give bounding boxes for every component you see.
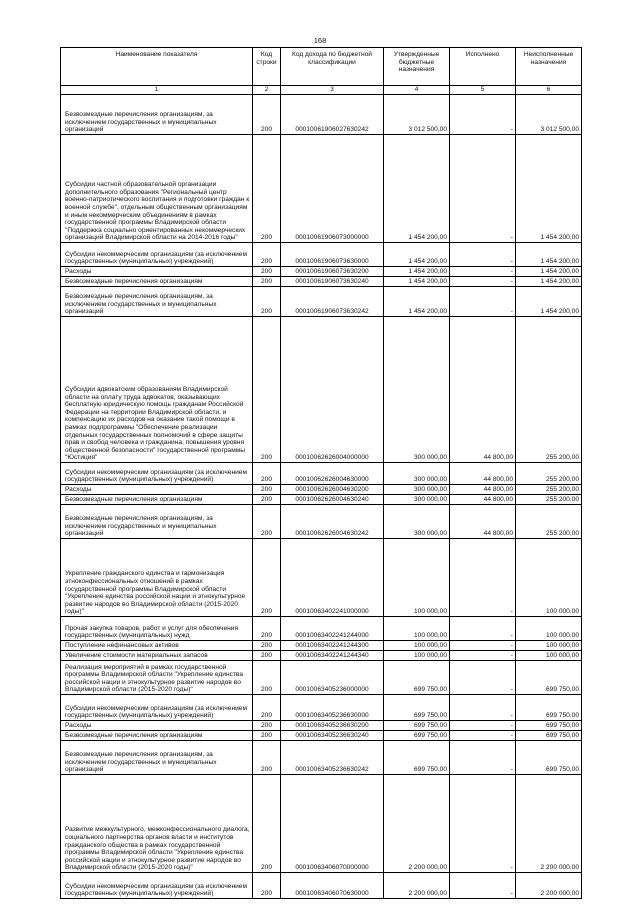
row-approved: 300 000,00	[384, 485, 450, 495]
table-row	[61, 485, 582, 495]
table-row	[61, 641, 582, 651]
row-income-code: 00010063402241244300	[281, 641, 384, 651]
row-line-code: 200	[253, 495, 281, 505]
row-line-code: 200	[253, 485, 281, 495]
table-row	[61, 277, 582, 287]
row-line-code: 200	[253, 775, 281, 873]
row-unexecuted: 255 200,00	[516, 463, 582, 485]
row-income-code: 00010061906073630240	[281, 277, 384, 287]
row-name: Расходы	[61, 485, 253, 495]
row-name: Безвозмездные перечисления организациям	[61, 731, 253, 741]
row-unexecuted: 100 000,00	[516, 617, 582, 641]
row-line-code: 200	[253, 617, 281, 641]
row-executed: -	[450, 775, 516, 873]
header-numbers-row	[61, 86, 582, 95]
row-unexecuted: 2 200 000,00	[516, 775, 582, 873]
page-number: 168	[313, 36, 327, 45]
row-income-code: 00010062626004000000	[281, 317, 384, 463]
row-income-code: 00010063405236630000	[281, 695, 384, 721]
row-approved: 699 750,00	[384, 731, 450, 741]
row-executed: -	[450, 641, 516, 651]
row-approved: 1 454 200,00	[384, 277, 450, 287]
row-name: Развитие межкультурного, межконфессионального диалога, социального партнерства органов власти и институтов гражданского общества в рамках государственной программы Владимирской области "Укрепление единства российской нации и этнокультурное развитие народов во Владимирской области (2015-2020 годы)"	[61, 775, 253, 873]
row-executed: -	[450, 651, 516, 661]
budget-table	[60, 47, 582, 899]
row-unexecuted: 1 454 200,00	[516, 277, 582, 287]
row-executed: -	[450, 873, 516, 899]
table-row	[61, 495, 582, 505]
row-executed: -	[450, 661, 516, 695]
row-approved: 2 200 000,00	[384, 873, 450, 899]
row-line-code: 200	[253, 721, 281, 731]
row-income-code: 00010063406070000000	[281, 775, 384, 873]
row-name: Расходы	[61, 267, 253, 277]
row-executed: -	[450, 617, 516, 641]
row-name: Субсидии адвокатским образованиям Владимирской области на оплату труда адвокатов, оказывающих бесплатную юридическую помощь гражданам Российской Федерации на территории Владимирской области, и компенсацию их расходов на оказание такой помощи в рамках подпрограммы "Обеспечение реализации отдельных государственных полномочий в сфере защиты прав и свобод человека и гражданина, повышения уровня общественной безопасности" государственной программы "Юстиция"	[61, 317, 253, 463]
row-unexecuted: 3 012 500,00	[516, 95, 582, 135]
table-row	[61, 617, 582, 641]
row-line-code: 200	[253, 741, 281, 775]
header-number: 4	[384, 86, 450, 95]
row-executed: -	[450, 287, 516, 317]
row-line-code: 200	[253, 505, 281, 539]
row-approved: 100 000,00	[384, 641, 450, 651]
row-name: Субсидии некоммерческим организациям (за исключением государственных (муниципальных) учреждений)	[61, 873, 253, 899]
row-executed: 44 800,00	[450, 317, 516, 463]
row-income-code: 00010063406070630000	[281, 873, 384, 899]
row-line-code: 200	[253, 267, 281, 277]
row-name: Увеличение стоимости материальных запасов	[61, 651, 253, 661]
table-row	[61, 95, 582, 135]
table-row	[61, 775, 582, 873]
row-executed: -	[450, 539, 516, 617]
row-approved: 3 012 500,00	[384, 95, 450, 135]
row-executed: -	[450, 277, 516, 287]
table-row	[61, 731, 582, 741]
row-approved: 1 454 200,00	[384, 243, 450, 267]
row-line-code: 200	[253, 539, 281, 617]
row-unexecuted: 100 000,00	[516, 641, 582, 651]
row-income-code: 00010062626004630200	[281, 485, 384, 495]
row-unexecuted: 699 750,00	[516, 721, 582, 731]
row-income-code: 00010063405236630240	[281, 731, 384, 741]
row-income-code: 00010063402241244000	[281, 617, 384, 641]
row-executed: -	[450, 721, 516, 731]
table-row	[61, 267, 582, 277]
row-approved: 2 200 000,00	[384, 775, 450, 873]
header-unexecuted: Неисполненные назначения	[516, 48, 582, 86]
row-name: Расходы	[61, 721, 253, 731]
header-income-code: Код дохода по бюджетной классификации	[281, 48, 384, 86]
row-unexecuted: 255 200,00	[516, 495, 582, 505]
row-approved: 300 000,00	[384, 505, 450, 539]
row-approved: 100 000,00	[384, 539, 450, 617]
row-name: Субсидии некоммерческим организациям (за исключением государственных (муниципальных) учреждений)	[61, 243, 253, 267]
row-line-code: 200	[253, 661, 281, 695]
header-executed: Исполнено	[450, 48, 516, 86]
row-executed: -	[450, 267, 516, 277]
row-income-code: 00010062626004630000	[281, 463, 384, 485]
row-unexecuted: 255 200,00	[516, 317, 582, 463]
row-approved: 300 000,00	[384, 463, 450, 485]
row-name: Укрепление гражданского единства и гармонизация этноконфессиональных отношений в рамках государственной программы Владимирской области "Укрепление единства российской нации и этнокультурное развитие народов во Владимирской области (2015-2020 годы)"	[61, 539, 253, 617]
row-name: Поступление нефинансовых активов	[61, 641, 253, 651]
row-unexecuted: 699 750,00	[516, 731, 582, 741]
row-line-code: 200	[253, 317, 281, 463]
table-row	[61, 505, 582, 539]
row-income-code: 00010061906073630200	[281, 267, 384, 277]
row-name: Субсидии частной образовательной организации дополнительного образования "Региональный центр военно-патриотического воспитания и подготовки граждан к военной службе", отдельным общественным организациям и иным некоммерческим объединениям в рамках государственной программы Владимирской области "Поддержка социально ориентированных некоммерческих организаций Владимирской области на 2014-2016 годы"	[61, 135, 253, 243]
row-approved: 1 454 200,00	[384, 267, 450, 277]
row-line-code: 200	[253, 463, 281, 485]
row-executed: 44 800,00	[450, 485, 516, 495]
row-unexecuted: 699 750,00	[516, 741, 582, 775]
row-line-code: 200	[253, 873, 281, 899]
row-unexecuted: 255 200,00	[516, 505, 582, 539]
row-approved: 100 000,00	[384, 651, 450, 661]
row-executed: 44 800,00	[450, 505, 516, 539]
header-approved: Утвержденные бюджетные назначения	[384, 48, 450, 86]
row-name: Безвозмездные перечисления организациям	[61, 277, 253, 287]
row-approved: 699 750,00	[384, 721, 450, 731]
row-executed: 44 800,00	[450, 463, 516, 485]
row-name: Субсидии некоммерческим организациям (за исключением государственных (муниципальных) учреждений)	[61, 463, 253, 485]
row-unexecuted: 1 454 200,00	[516, 287, 582, 317]
row-income-code: 00010061906027630242	[281, 95, 384, 135]
row-income-code: 00010063402241244340	[281, 651, 384, 661]
row-income-code: 00010062626004630242	[281, 505, 384, 539]
row-unexecuted: 2 200 000,00	[516, 873, 582, 899]
header-number: 2	[253, 86, 281, 95]
row-approved: 699 750,00	[384, 695, 450, 721]
row-income-code: 00010061906073000000	[281, 135, 384, 243]
row-approved: 100 000,00	[384, 617, 450, 641]
row-income-code: 00010062626004630240	[281, 495, 384, 505]
row-name: Безвозмездные перечисления организациям	[61, 495, 253, 505]
row-unexecuted: 1 454 200,00	[516, 243, 582, 267]
row-executed: -	[450, 731, 516, 741]
row-income-code: 00010063405236630200	[281, 721, 384, 731]
table-row	[61, 135, 582, 243]
row-name: Субсидии некоммерческим организациям (за исключением государственных (муниципальных) учреждений)	[61, 695, 253, 721]
table-row	[61, 721, 582, 731]
row-unexecuted: 100 000,00	[516, 651, 582, 661]
row-name: Безвозмездные перечисления организациям, за исключением государственных и муниципальных организаций	[61, 95, 253, 135]
header-line-code: Код строки	[253, 48, 281, 86]
row-line-code: 200	[253, 731, 281, 741]
row-line-code: 200	[253, 95, 281, 135]
row-executed: 44 800,00	[450, 495, 516, 505]
row-line-code: 200	[253, 695, 281, 721]
row-line-code: 200	[253, 641, 281, 651]
row-unexecuted: 1 454 200,00	[516, 135, 582, 243]
row-name: Прочая закупка товаров, работ и услуг для обеспечения государственных (муниципальных) нужд	[61, 617, 253, 641]
row-unexecuted: 699 750,00	[516, 695, 582, 721]
row-income-code: 00010063405236000000	[281, 661, 384, 695]
row-name: Безвозмездные перечисления организациям, за исключением государственных и муниципальных организаций	[61, 741, 253, 775]
row-executed: -	[450, 95, 516, 135]
row-line-code: 200	[253, 287, 281, 317]
row-unexecuted: 100 000,00	[516, 539, 582, 617]
row-line-code: 200	[253, 277, 281, 287]
header-number: 6	[516, 86, 582, 95]
table-row	[61, 873, 582, 899]
row-income-code: 00010061906073630242	[281, 287, 384, 317]
row-executed: -	[450, 243, 516, 267]
header-name: Наименование показателя	[61, 48, 253, 86]
row-executed: -	[450, 135, 516, 243]
row-approved: 1 454 200,00	[384, 135, 450, 243]
table-row	[61, 287, 582, 317]
row-line-code: 200	[253, 243, 281, 267]
table-row	[61, 539, 582, 617]
row-name: Реализация мероприятий в рамках государственной программы Владимирской области "Укрепление единства российской нации и этнокультурное развитие народов во Владимирской области (2015-2020 годы)"	[61, 661, 253, 695]
row-unexecuted: 699 750,00	[516, 661, 582, 695]
table-row	[61, 695, 582, 721]
header-number: 3	[281, 86, 384, 95]
header-number: 1	[61, 86, 253, 95]
row-line-code: 200	[253, 135, 281, 243]
header-number: 5	[450, 86, 516, 95]
table-row	[61, 651, 582, 661]
row-approved: 699 750,00	[384, 741, 450, 775]
row-line-code: 200	[253, 651, 281, 661]
row-executed: -	[450, 695, 516, 721]
row-approved: 300 000,00	[384, 317, 450, 463]
row-name: Безвозмездные перечисления организациям, за исключением государственных и муниципальных организаций	[61, 287, 253, 317]
table-body	[61, 95, 582, 899]
table-row	[61, 661, 582, 695]
row-income-code: 00010063405236630242	[281, 741, 384, 775]
row-approved: 300 000,00	[384, 495, 450, 505]
table-row	[61, 243, 582, 267]
table-row	[61, 741, 582, 775]
header-row	[61, 48, 582, 86]
table-row	[61, 317, 582, 463]
row-name: Безвозмездные перечисления организациям, за исключением государственных и муниципальных организаций	[61, 505, 253, 539]
row-executed: -	[450, 741, 516, 775]
row-unexecuted: 1 454 200,00	[516, 267, 582, 277]
row-unexecuted: 255 200,00	[516, 485, 582, 495]
row-approved: 1 454 200,00	[384, 287, 450, 317]
row-income-code: 00010063402241000000	[281, 539, 384, 617]
row-income-code: 00010061906073630000	[281, 243, 384, 267]
table-row	[61, 463, 582, 485]
row-approved: 699 750,00	[384, 661, 450, 695]
